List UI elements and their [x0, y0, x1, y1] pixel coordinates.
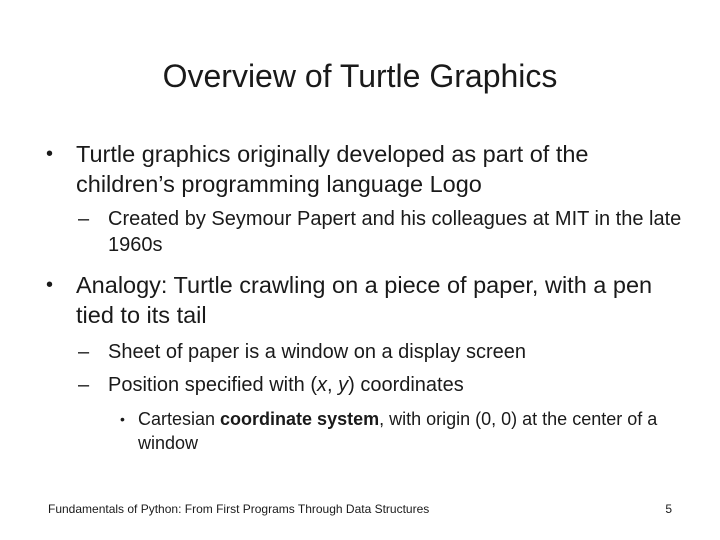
slide-title: Overview of Turtle Graphics — [162, 58, 558, 94]
bullet-turtle-graphics-origin — [46, 139, 686, 199]
text-segment: Position specified with ( — [108, 374, 317, 396]
bullet-text: Turtle graphics originally developed as part of the children’s programming language Logo — [76, 141, 589, 197]
dash-marker: – — [78, 341, 90, 363]
sub-bullet-position — [78, 372, 688, 398]
bullet-text — [108, 374, 464, 396]
bullet-text: Sheet of paper is a window on a display screen — [108, 341, 527, 363]
bullet-text: Analogy: Turtle crawling on a piece of paper, with a pen tied to its tail — [76, 272, 653, 328]
y-variable: y — [338, 374, 349, 396]
bold-term: coordinate system — [220, 409, 380, 429]
bullet-marker: • — [46, 143, 54, 165]
text-segment: , — [326, 374, 339, 396]
bullet-analogy — [46, 270, 686, 330]
page-number: 5 — [665, 502, 672, 516]
bullet-marker: • — [46, 274, 54, 296]
sub-bullet-created-by — [78, 206, 688, 258]
text-segment: ) coordinates — [348, 374, 464, 396]
sub-sub-bullet-cartesian — [120, 407, 698, 455]
x-variable: x — [316, 374, 327, 396]
text-segment: Cartesian — [138, 409, 221, 429]
slide-footer: Fundamentals of Python: From First Programs Through Data Structures — [48, 502, 430, 516]
sub-bullet-sheet-of-paper — [78, 339, 688, 365]
bullet-text: Created by Seymour Papert and his colleagues at MIT in the late 1960s — [108, 208, 682, 256]
text-segment: , with origin (0, 0) at the center of a window — [138, 409, 658, 453]
bullet-text — [138, 409, 657, 453]
dash-marker: – — [78, 208, 90, 230]
bullet-marker: • — [120, 411, 125, 427]
dash-marker: – — [78, 374, 90, 396]
